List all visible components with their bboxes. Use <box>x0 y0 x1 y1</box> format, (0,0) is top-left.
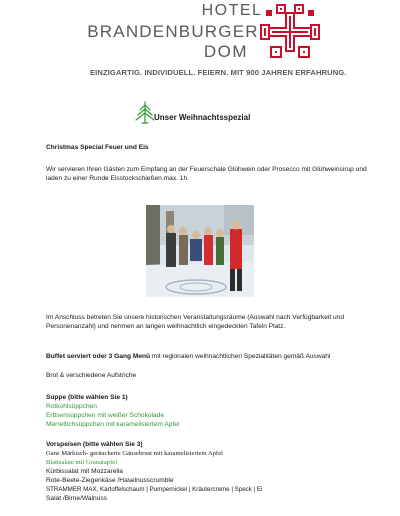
soup-item: Rotkohlsüppchen <box>46 403 97 410</box>
buffet-bold: Buffet serviert oder 3 Gang Menü <box>46 353 151 360</box>
intro-paragraph: Wir servieren Ihren Gästen zum Empfang an der Feuerschale Glühwein oder Prosecco mit Glühweinsirup und laden zu einer Runde Eisstockschießen.max. 1h. <box>46 166 367 182</box>
starter-item: Rote-Beete-Ziegenkäse /Haselnusscrumble <box>46 477 174 484</box>
buffet-paragraph <box>46 352 366 361</box>
starter-item: Gans Märkisch- geräucherte Gänsebrust mit karamelisiertem Apfel <box>46 450 223 457</box>
hotel-title-line3: DOM <box>203 42 249 61</box>
hotel-title-line1: HOTEL <box>201 2 263 19</box>
cross-pattern-logo-icon <box>258 2 324 62</box>
starter-item: STRAMMER MAX, Kartoffelschaum | Pumpernickel | Kräutercreme | Speck | Ei <box>46 486 263 493</box>
starter-item: Kürbissalat mit Mozzarella <box>46 468 123 475</box>
christmas-tree-icon <box>134 101 156 127</box>
starter-item: Salat /Birne/Walnuss <box>46 495 107 502</box>
buffet-rest: mit regionalen weihnachtlichen Spezialitäten gemäß Auswahl <box>150 353 331 360</box>
tagline: EINZIGARTIG. INDIVIDUELL. FEIERN. MIT 900 JAHREN ERFAHRUNG. <box>90 68 347 77</box>
bread-line: Brot & verschiedene Aufstriche <box>46 372 137 379</box>
starter-heading: Vorspeisen (bitte wählen Sie 3) <box>46 441 143 448</box>
starter-item: Blattsalate mit Granatapfel <box>46 459 118 466</box>
curling-photo <box>146 205 254 297</box>
soup-item: Erbsensüppchen mit weißer Schokolade <box>46 412 165 419</box>
content-heading: Christmas Special Feuer und Eis <box>46 144 149 151</box>
soup-heading: Suppe (bitte wählen Sie 1) <box>46 394 128 401</box>
soup-item: Merrettichsüppchen mit karamelisiertem Apfel <box>46 421 180 428</box>
special-title: Unser Weihnachtsspezial <box>154 113 251 122</box>
after-photo-paragraph: Im Anschluss betreten Sie unsere historischen Veranstaltungsräume (Auswahl nach Verfügbarkeit und Personenanzahl) und nehmen an langen weihnachtlich eingedeckten Tafeln Platz. <box>46 314 344 330</box>
hotel-title-line2: BRANDENBURGER <box>87 22 259 41</box>
